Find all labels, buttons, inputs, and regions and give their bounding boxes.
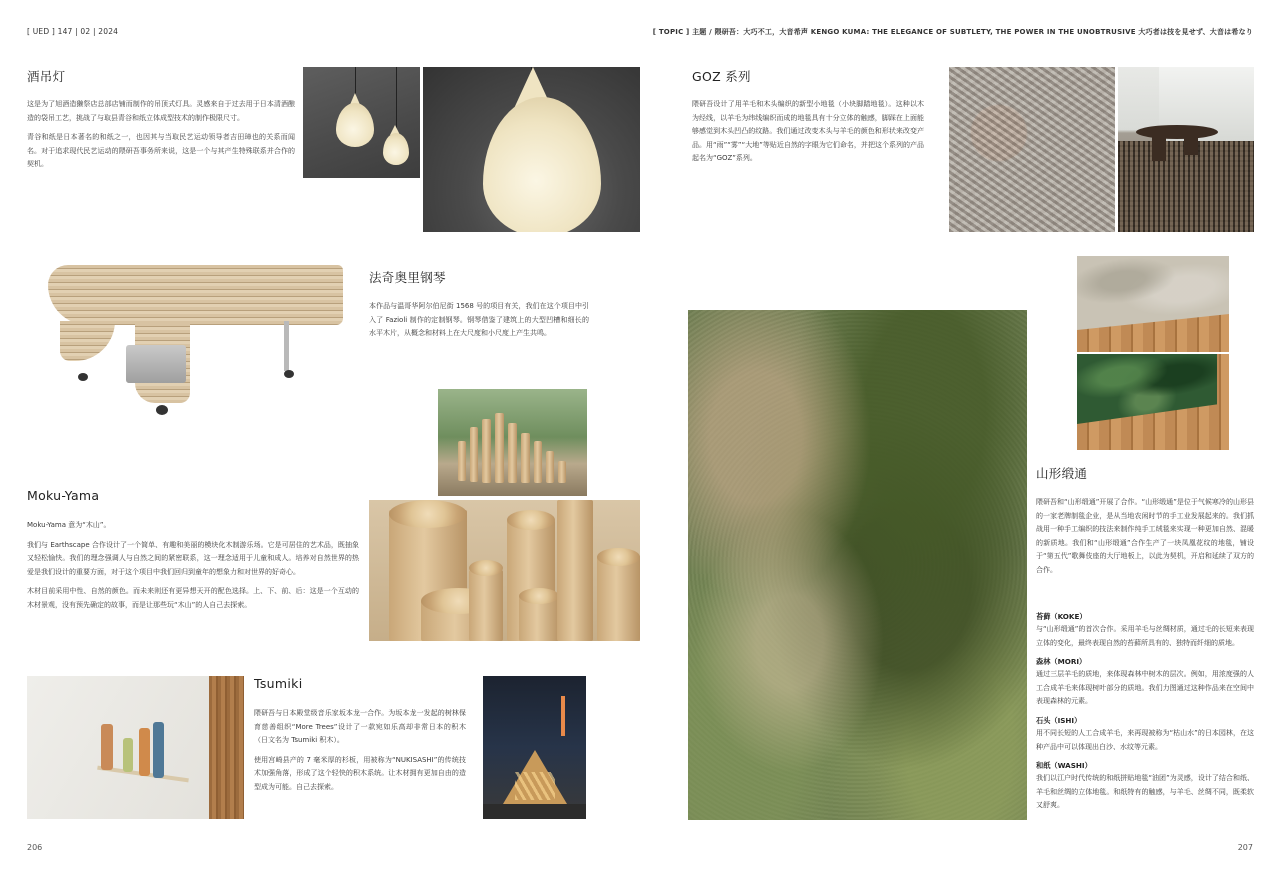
- tsumiki-figures-photo: [27, 676, 244, 819]
- rug-item-text: 与“山形缎通”的首次合作。采用羊毛与丝绸材质，通过毛的长短来表现立体的变化，最终表现自然的苔藓所具有的、独特而纤细的质地。: [1036, 625, 1254, 647]
- tsumiki-title: Tsumiki: [254, 676, 303, 691]
- piano-para-1: 本作品与温哥华阿尔伯尼街 1568 号的项目有关，我们在这个项目中引入了 Fazioli 制作的定制钢琴。钢琴借鉴了建筑上的大型凹槽和细长的水平木片，从概念和材料上在大尺度和小尺度上产生共鸣。: [369, 302, 589, 338]
- goz-para-1: 隈研吾设计了用羊毛和木头编织的新型小地毯（小块脚踏地毯）。这种以木为经线，以羊毛为纬线编织而成的地毯具有十分立体的触感，脚踩在上面能够感觉到木头凹凸的纹路。我们通过改变木头与羊毛的颜色和形状来改变产品。用“雨”“雾”“大地”等贴近自然的字眼为它们命名，并把这个系列的产品起名为“GOZ”系列。: [692, 100, 924, 163]
- rug-item-text: 通过三层羊毛的质地，来体现森林中树木的层次。例如，用浓度强的人工合成羊毛来体现树叶部分的质地。我们力图通过这种作品来在空间中表现森林的元素。: [1036, 670, 1254, 706]
- fazioli-piano-photo: [40, 255, 350, 425]
- topic-header: [ TOPIC ] 主题 / 隈研吾：大巧不工，大音希声 KENGO KUMA: THE ELEGANCE OF SUBTLETY, THE POWER IN THE UNOBTRUSIVE 大巧者は技を見せず、大音は希なり: [652, 28, 1253, 36]
- tsumiki-para-1: 隈研吾与日本殿堂级音乐家坂本龙一合作。为坂本龙一发起的树林保育慈善组织“More Trees”设计了一款宛如乐高却非常日本的积木（日文名为 Tsumiki 积木）。: [254, 709, 466, 745]
- sake-lamp-para-1: 这是为了旭酒造獭祭店总部店铺而制作的吊顶式灯具。灵感来自于过去用于日本清酒酿造的袋吊工艺，挑战了与取县青谷和纸立体成型技术的制作极限尺寸。: [27, 100, 295, 122]
- moku-yama-closeup-photo: [369, 500, 640, 641]
- moku-yama-para-3: 木材目前采用中性、自然的颜色。而未来则还有更异想天开的配色选择。上、下、前、后：这是一个互动的木材景观，没有预先确定的故事，而是让那些玩“木山”的人自己去探索。: [27, 587, 359, 609]
- moku-yama-text: [27, 519, 359, 613]
- rug-item-text: 用不同长短的人工合成羊毛，来再现被称为“枯山水”的日本园林，在这种产品中可以体现出白沙、水纹等元素。: [1036, 728, 1254, 751]
- goz-room-photo: [1118, 67, 1254, 232]
- yamagata-pale-rug-photo: [1077, 256, 1229, 352]
- goz-text: [692, 98, 924, 166]
- sake-lamp-para-2: 青谷和纸是日本著名的和纸之一，也因其与当取民艺运动领导者吉田璋也的关系而闻名。对于追求现代民艺运动的隈研吾事务所来说，这是一个与其产生特殊联系并合作的契机。: [27, 133, 295, 169]
- moku-yama-title: Moku-Yama: [27, 488, 100, 503]
- yamagata-text: [1036, 496, 1254, 578]
- rug-item-koke: [1036, 610, 1254, 650]
- rug-item-mori: [1036, 655, 1254, 709]
- yamagata-green-rug-photo: [1077, 354, 1229, 450]
- rug-series-list: [1036, 610, 1254, 813]
- rug-item-title: 森林（MORI）: [1036, 657, 1087, 667]
- piano-text: [369, 300, 589, 341]
- goz-rug-closeup-photo: [949, 67, 1115, 232]
- sake-lamp-text: [27, 98, 295, 172]
- goz-title: GOZ 系列: [692, 69, 751, 84]
- yamagata-title: 山形缎通: [1036, 466, 1088, 481]
- tsumiki-text: [254, 707, 466, 795]
- koke-moss-rug-photo: [688, 310, 1027, 820]
- rug-item-ishi: [1036, 714, 1254, 754]
- rug-item-title: 苔藓（KOKE）: [1036, 612, 1087, 621]
- sake-lamp-photo-small: [303, 67, 420, 178]
- sake-lamp-title: 酒吊灯: [27, 69, 66, 84]
- rug-item-text: 我们以江户时代传统的和纸拼贴地毯“油团”为灵感，设计了结合和纸、羊毛和丝绸的立体地毯。和纸特有的触感，与羊毛、丝绸不同，既柔软又舒爽。: [1036, 774, 1254, 810]
- tsumiki-pavilion-photo: [483, 676, 586, 819]
- page-number-left: 206: [27, 843, 43, 852]
- yamagata-para-1: 隈研吾和“山形缎通”开展了合作。“山形缎通”是位于气候寒冷的山形县的一家老牌制毯企业，是从当地农闲时节的手工业发展起来的。我们抓战用一种手工编织的技法来制作纯手工绒毯来实现一种更加自然、混暖的新质地。我们和“山形缎通”合作生产了一块凤凰花纹的地毯，铺设于“第五代”歌舞伎座的大厅地板上，以此为契机，开启和延续了双方的合作。: [1036, 498, 1254, 574]
- moku-yama-park-photo: [438, 389, 587, 496]
- tsumiki-para-2: 使用宫崎县产的 7 毫米厚的杉板，用被称为“NUKISASHI”的传统技术加强角落，形成了这个轻快的积木系统。让木材拥有更加自由的造型成为可能。自己去探索。: [254, 755, 466, 791]
- page-number-right: 207: [1237, 843, 1253, 852]
- moku-yama-para-1: Moku-Yama 意为“木山”。: [27, 521, 111, 529]
- moku-yama-para-2: 我们与 Earthscape 合作设计了一个简单、有趣和美丽的模块化木制游乐场。它是可居住的艺术品，既抽象又轻松愉快。我们的理念强调人与自然之间的紧密联系，这一理念适用于儿童和成人。培养对自然世界的热爱是我们设计的重要方面，对于这个项目中我们回归到童年的想象力和对世界的好奇心。: [27, 540, 359, 576]
- rug-item-title: 和纸（WASHI）: [1036, 761, 1092, 771]
- sake-lamp-photo-large: [423, 67, 640, 232]
- rug-item-washi: [1036, 759, 1254, 813]
- piano-title: 法奇奥里钢琴: [369, 270, 446, 285]
- issue-header: [ UED ] 147 | 02 | 2024: [27, 27, 119, 36]
- rug-item-title: 石头（ISHI）: [1036, 715, 1082, 725]
